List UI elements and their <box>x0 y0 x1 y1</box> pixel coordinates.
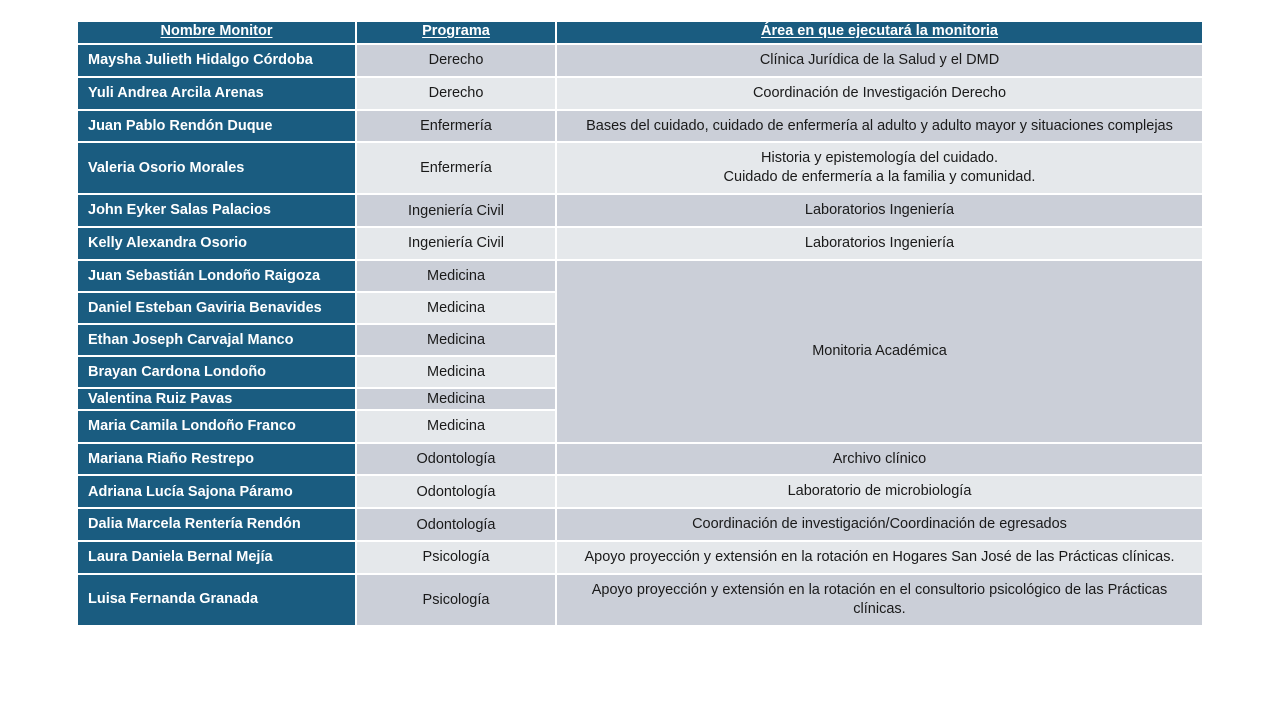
table-row <box>78 195 1202 228</box>
monitor-program: Psicología <box>357 575 557 625</box>
table-row <box>78 509 1202 542</box>
monitor-program: Enfermería <box>357 143 557 195</box>
monitor-program: Medicina <box>357 411 557 443</box>
column-header-program-label: Programa <box>422 23 490 39</box>
monitor-program: Enfermería <box>357 111 557 144</box>
column-header-area <box>557 22 1202 45</box>
table-header <box>78 22 1202 45</box>
monitor-name: Valeria Osorio Morales <box>78 143 357 195</box>
monitor-area: Laboratorios Ingeniería <box>557 228 1202 261</box>
monitor-program: Derecho <box>357 78 557 111</box>
monitor-name: Luisa Fernanda Granada <box>78 575 357 625</box>
monitor-program: Medicina <box>357 325 557 357</box>
table-row <box>78 228 1202 261</box>
monitor-program: Psicología <box>357 542 557 575</box>
monitor-program: Ingeniería Civil <box>357 195 557 228</box>
column-header-area-label: Área en que ejecutará la monitoria <box>761 23 998 39</box>
monitor-area: Bases del cuidado, cuidado de enfermería al adulto y adulto mayor y situaciones complejas <box>557 111 1202 144</box>
table-row <box>78 111 1202 144</box>
monitor-name: Valentina Ruiz Pavas <box>78 389 357 411</box>
table-row <box>78 476 1202 509</box>
table-body <box>78 45 1202 625</box>
monitor-name: Maysha Julieth Hidalgo Córdoba <box>78 45 357 78</box>
monitor-name: Mariana Riaño Restrepo <box>78 444 357 477</box>
column-header-program <box>357 22 557 45</box>
monitor-area: Clínica Jurídica de la Salud y el DMD <box>557 45 1202 78</box>
monitor-area: Archivo clínico <box>557 444 1202 477</box>
table-row <box>78 143 1202 195</box>
header-row <box>78 22 1202 45</box>
monitor-program: Medicina <box>357 261 557 293</box>
monitor-name: Laura Daniela Bernal Mejía <box>78 542 357 575</box>
monitor-area: Coordinación de investigación/Coordinación de egresados <box>557 509 1202 542</box>
monitor-area-line-2: Cuidado de enfermería a la familia y comunidad. <box>723 169 1036 186</box>
monitor-name: Juan Sebastián Londoño Raigoza <box>78 261 357 293</box>
monitor-area: Apoyo proyección y extensión en la rotación en Hogares San José de las Prácticas clínicas. <box>557 542 1202 575</box>
table-row <box>78 575 1202 625</box>
monitor-area: Laboratorios Ingeniería <box>557 195 1202 228</box>
monitor-program: Odontología <box>357 509 557 542</box>
monitor-area: Apoyo proyección y extensión en la rotación en el consultorio psicológico de las Prácticas clínicas. <box>557 575 1202 625</box>
monitor-program: Ingeniería Civil <box>357 228 557 261</box>
monitor-area-line-1: Historia y epistemología del cuidado. <box>761 150 998 167</box>
monitor-name: Dalia Marcela Rentería Rendón <box>78 509 357 542</box>
table-row <box>78 45 1202 78</box>
monitor-area: Coordinación de Investigación Derecho <box>557 78 1202 111</box>
monitor-name: Yuli Andrea Arcila Arenas <box>78 78 357 111</box>
monitor-area <box>557 143 1202 195</box>
monitor-program: Medicina <box>357 293 557 325</box>
monitor-area: Laboratorio de microbiología <box>557 476 1202 509</box>
table-row <box>78 78 1202 111</box>
merged-area-monitoria-academica: Monitoria Académica <box>557 261 1202 444</box>
monitor-program: Medicina <box>357 357 557 389</box>
table-row <box>78 542 1202 575</box>
monitor-name: Daniel Esteban Gaviria Benavides <box>78 293 357 325</box>
monitor-program: Odontología <box>357 444 557 477</box>
monitor-name: Juan Pablo Rendón Duque <box>78 111 357 144</box>
monitor-program: Derecho <box>357 45 557 78</box>
monitor-name: Adriana Lucía Sajona Páramo <box>78 476 357 509</box>
monitor-name: Kelly Alexandra Osorio <box>78 228 357 261</box>
table-row <box>78 261 1202 293</box>
column-header-name <box>78 22 357 45</box>
monitor-table-container <box>78 22 1202 625</box>
monitor-name: John Eyker Salas Palacios <box>78 195 357 228</box>
monitor-name: Brayan Cardona Londoño <box>78 357 357 389</box>
monitor-program: Medicina <box>357 389 557 411</box>
monitor-program: Odontología <box>357 476 557 509</box>
monitor-name: Ethan Joseph Carvajal Manco <box>78 325 357 357</box>
column-header-name-label: Nombre Monitor <box>160 23 273 39</box>
monitor-name: Maria Camila Londoño Franco <box>78 411 357 443</box>
table-row <box>78 444 1202 477</box>
monitor-table <box>78 22 1202 625</box>
